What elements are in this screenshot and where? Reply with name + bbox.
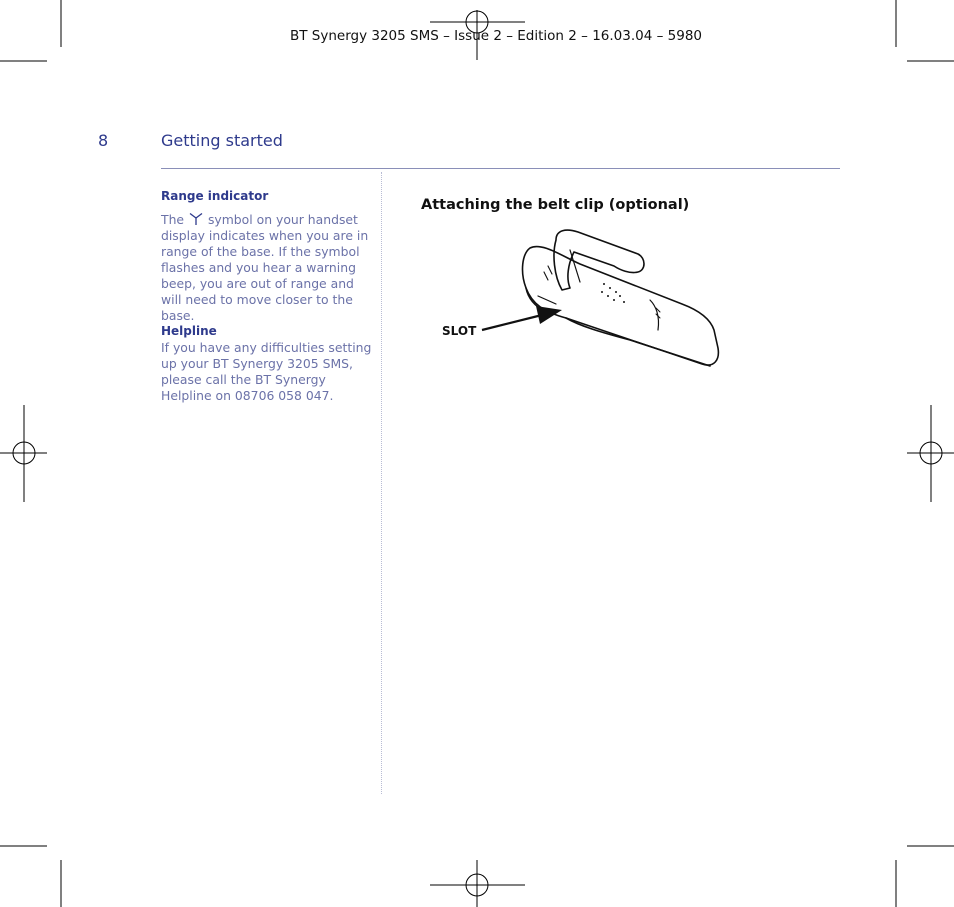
range-indicator-heading: Range indicator <box>161 189 269 203</box>
header-rule <box>161 168 840 169</box>
helpline-text: If you have any difficulties setting up your BT Synergy 3205 SMS, please call the BT Synergy Helpline on 08706 058 047. <box>161 340 372 403</box>
column-divider <box>381 172 382 794</box>
range-indicator-text <box>161 212 376 324</box>
slot-label: SLOT <box>442 324 477 338</box>
handset-belt-clip-illustration <box>470 226 730 376</box>
print-header: BT Synergy 3205 SMS – Issue 2 – Edition 2 – 16.03.04 – 5980 <box>290 28 703 44</box>
range-text-after: symbol on your handset display indicates when you are in range of the base. If the symbol flashes and you hear a warning beep, you are out of range and will need to move closer to the base. <box>161 212 369 323</box>
page-number: 8 <box>98 131 109 150</box>
belt-clip-heading: Attaching the belt clip (optional) <box>421 197 690 213</box>
range-text-before: The <box>161 212 185 227</box>
signal-antenna-icon <box>188 213 204 225</box>
helpline-heading: Helpline <box>161 324 217 338</box>
section-title: Getting started <box>161 131 283 150</box>
